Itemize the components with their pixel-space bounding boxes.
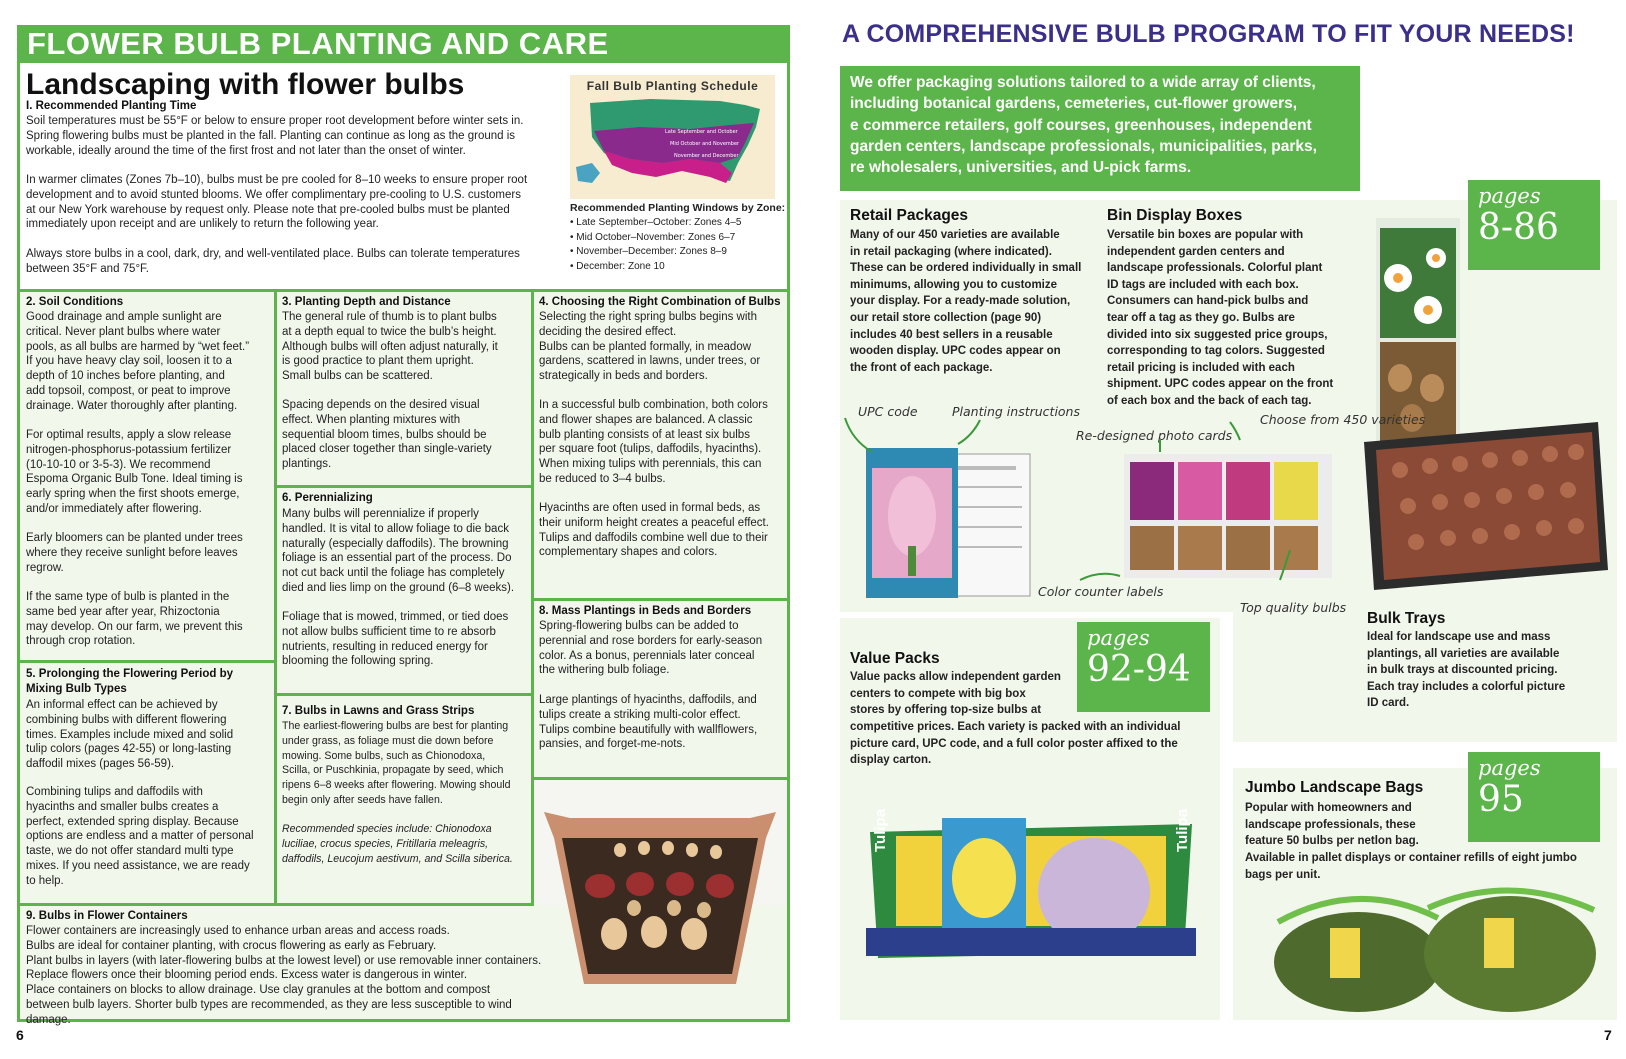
left-banner-title: FLOWER BULB PLANTING AND CARE	[17, 25, 790, 63]
section-4-para-1: Selecting the right spring bulbs begins with deciding the desired effect. Bulbs can be planted formally, in meadow gardens, scattered in lawns, under trees, or strategically in beds and borders.	[539, 311, 761, 383]
page-number-right: 7	[1604, 1027, 1612, 1043]
value-pack-carton-image	[866, 808, 1196, 960]
map-title: Fall Bulb Planting Schedule	[586, 79, 759, 93]
section-6-para-1: Many bulbs will perennialize if properly handled. It is vital to allow foliage to die back naturally (especially daffodils). The browning foliage is an essential part of the process. Do not cut back until the foliage has completely died and lies limp on the ground (6–8 weeks).	[282, 508, 515, 594]
section-5-para-2: Combining tulips and daffodils with hyacinths and smaller bulbs creates a perfect, extended spring display. Because options are endless and a matter of personal taste, we do not offer standard multi type mixes. If you need assistance, we are ready to help.	[26, 786, 254, 887]
section-8-para-2: Large plantings of hyacinths, daffodils, and tulips create a striking multi-color effect. Tulips combine beautifully with wallflowers, pansies, and forget-me-nots.	[539, 694, 758, 751]
jumbo-bags-body-2: Available in pallet displays or container refills of eight jumbo bags per unit.	[1245, 852, 1577, 881]
section-2-para-3: Early bloomers can be planted under trees where they receive sunlight before leaves regrow.	[26, 532, 243, 574]
bulk-trays-heading: Bulk Trays	[1367, 610, 1446, 627]
map-band-label-3: November and December	[674, 153, 739, 159]
page-number-left: 6	[16, 1027, 24, 1043]
map-band-label-2: Mid October and November	[670, 141, 740, 147]
us-zone-map-illustration	[570, 75, 775, 199]
map-band-label-1: Late September and October	[665, 129, 738, 135]
divider	[274, 693, 534, 696]
section-1-para-2: In warmer climates (Zones 7b–10), bulbs must be pre cooled for 8–10 weeks to ensure proper root development and to avoid stunted blooms. We offer complimentary pre-cooling to U.S. customers at our New York warehouse by request only. Please note that pre-cooled bulbs must be planted immediately upon receipt and are unlikely to return the following year.	[26, 174, 528, 231]
section-9-para-1: Flower containers are increasingly used to enhance urban areas and access roads. Bulbs are ideal for container planting, with crocus flowering as early as February. Plant bulbs in layers (with later-flowering bulbs at the lowest level) or use removable inner containers. Replace flowers once their blooming period ends. Excess water is dangerous in winter. Place containers on blocks to allow drainage. Use clay granules at the bottom and compost between bulb layers. Shorter bulb types are recommended, as they are less susceptible to wind damage.	[26, 925, 542, 1026]
section-2-heading: 2. Soil Conditions	[26, 296, 124, 308]
retail-packages-body: Many of our 450 varieties are available in retail packaging (where indicated). These can be ordered individually in small minimums, allowing you to customize your display. For a ready-made solution, our retail store collection (page 90) includes 40 best sellers in a reusable wooden display. UPC codes appear on the front of each package.	[850, 229, 1082, 374]
section-4-heading: 4. Choosing the Right Combination of Bulbs	[539, 296, 781, 308]
section-3-para-2: Spacing depends on the desired visual effect. When planting mixtures with sequential bloom times, bulbs should be placed closer together than single-variety plantings.	[282, 399, 492, 471]
intro-text: We offer packaging solutions tailored to a wide array of clients, including botanical gardens, cemeteries, cut-flower growers, e commerce retailers, golf courses, greenhouses, independent garden centers, landscape professionals, municipalities, parks, re wholesalers, universities, and U-pick farms.	[850, 74, 1317, 177]
section-6-heading: 6. Perennializing	[282, 492, 373, 504]
carton-label-left: Tulipa	[872, 808, 889, 852]
legend-item: • Mid October–November: Zones 6–7	[570, 231, 736, 243]
bulk-trays-body: Ideal for landscape use and mass plantings, all varieties are available in bulk trays at discounted pricing. Each tray includes a colorful picture ID card.	[1367, 631, 1566, 710]
divider	[531, 289, 534, 903]
legend-item: • Late September–October: Zones 4–5	[570, 217, 742, 228]
divider	[531, 777, 790, 780]
section-1-para-1: Soil temperatures must be 55°F or below to ensure proper root development before winter sets in. Spring flowering bulbs must be planted in the fall. Planting can continue as long as the ground is workable, ideally around the time of the first frost and not later than the onset of winter.	[26, 115, 524, 157]
section-3-para-1: The general rule of thumb is to plant bulbs at a depth equal to twice the bulb’s height. Although bulbs will often adjust naturally, it is good practice to plant them upright. Small bulbs can be scattered.	[282, 311, 498, 383]
value-packs-heading: Value Packs	[850, 650, 940, 667]
section-7-heading: 7. Bulbs in Lawns and Grass Strips	[282, 705, 475, 717]
intro-box	[840, 66, 1360, 191]
jumbo-bags-image	[1268, 878, 1598, 1016]
section-5-heading: 5. Prolonging the Flowering Period by Mixing Bulb Types	[26, 668, 234, 695]
value-packs-body-2: competitive prices. Each variety is packed with an individual picture card, UPC code, and a full color poster affixed to the display carton.	[850, 721, 1181, 767]
annotation-photo-cards: Re-designed photo cards	[1076, 428, 1233, 443]
divider	[17, 903, 534, 906]
divider	[17, 660, 277, 663]
jumbo-bags-heading: Jumbo Landscape Bags	[1245, 779, 1424, 796]
planting-map	[570, 75, 775, 199]
section-9-heading: 9. Bulbs in Flower Containers	[26, 910, 188, 922]
pages-range: 8-86	[1478, 207, 1559, 248]
pages-label: pages	[1087, 626, 1150, 650]
section-2-para-2: For optimal results, apply a slow release nitrogen-phosphorus-potassium fertilizer (10-10-10 or 3-5-3). We recommend Espoma Organic Bulb Tone. Ideal timing is early spring when the first shoots emerge, and/or immediately after flowering.	[26, 429, 243, 515]
landscaping-title: Landscaping with flower bulbs	[26, 68, 465, 101]
section-7-para-2: Recommended species include: Chionodoxa luciliae, crocus species, Fritillaria meleagris, daffodils, Leucojum aestivum, and Scilla siberica.	[282, 823, 513, 865]
annotation-top-quality: Top quality bulbs	[1240, 600, 1347, 615]
section-7-para-1: The earliest-flowering bulbs are best for planting under grass, as foliage must die down before mowing. Some bulbs, such as Chionodoxa, Scilla, or Puschkinia, propagate by seed, which ripens 6–8 weeks after flowering. Mowing should begin only after seeds have fallen.	[282, 720, 511, 806]
section-8-heading: 8. Mass Plantings in Beds and Borders	[539, 605, 752, 617]
section-4-para-3: Hyacinths are often used in formal beds, as their uniform height creates a peaceful effect. Tulips and daffodils combine well due to their complementary shapes and colors.	[539, 502, 769, 559]
jumbo-bags-body-1: Popular with homeowners and landscape professionals, these feature 50 bulbs per netlon bag.	[1245, 802, 1419, 848]
flower-container-cutaway-illustration	[540, 808, 780, 998]
legend-item: • November–December: Zones 8–9	[570, 246, 727, 258]
pages-range: 92-94	[1087, 649, 1191, 690]
pages-range: 95	[1478, 779, 1524, 820]
divider	[531, 598, 790, 601]
pages-tag-95	[1468, 752, 1600, 842]
pages-tag-8-86	[1468, 180, 1600, 270]
bin-display-heading: Bin Display Boxes	[1107, 207, 1243, 224]
annotation-color-labels: Color counter labels	[1038, 584, 1164, 599]
section-1-para-3: Always store bulbs in a cool, dark, dry, and well-ventilated place. Bulbs can tolerate temperatures between 35°F and 75°F.	[26, 248, 520, 275]
divider	[274, 485, 534, 488]
legend-item: • December: Zone 10	[570, 261, 665, 273]
map-legend	[570, 216, 741, 275]
annotation-choose-varieties: Choose from 450 varieties	[1260, 412, 1426, 427]
value-packs-body-1: Value packs allow independent garden centers to compete with big box stores by offering top-size bulbs at	[850, 671, 1061, 717]
section-5-para-1: An informal effect can be achieved by combining bulbs with different flowering times. Examples include mixed and solid tulip colors (pages 42-55) or long-lasting daffodil mixes (pages 56-59).	[26, 699, 234, 771]
pages-label: pages	[1478, 184, 1541, 208]
section-1-heading: I. Recommended Planting Time	[26, 100, 197, 112]
annotation-arrows	[840, 400, 1320, 620]
section-2-para-1: Good drainage and ample sunlight are critical. Never plant bulbs where water pools, as all bulbs are harmed by “wet feet.” If you have heavy clay soil, loosen it to a depth of 10 inches before planting, and add topsoil, compost, or peat to improve drainage. Water thoroughly after planting.	[26, 311, 250, 412]
section-2-para-4: If the same type of bulb is planted in the same bed year after year, Rhizoctonia may develop. On our farm, we prevent this through crop rotation.	[26, 591, 243, 648]
divider	[17, 289, 790, 292]
section-6-para-2: Foliage that is mowed, trimmed, or tied does not allow bulbs sufficient time to re absorb nutrients, resulting in reduced energy for blooming the following spring.	[282, 611, 509, 668]
divider	[274, 289, 277, 903]
section-4-para-2: In a successful bulb combination, both colors and flower shapes are balanced. A classic bulb planting consists of at least six bulbs per square foot (tulips, daffodils, hyacinths). When mixing tulips with perennials, this can be reduced to 3–4 bulbs.	[539, 399, 768, 485]
annotation-planting-instructions: Planting instructions	[952, 404, 1080, 419]
section-3-heading: 3. Planting Depth and Distance	[282, 296, 451, 308]
map-legend-title: Recommended Planting Windows by Zone:	[570, 202, 786, 214]
pages-tag-92-94	[1077, 622, 1210, 712]
section-8-para-1: Spring-flowering bulbs can be added to perennial and rose borders for early-season color. As a bonus, perennials later conceal the withering bulb foliage.	[539, 620, 763, 677]
bulk-tray-image	[1360, 420, 1610, 592]
carton-label-right: Tulipa	[1174, 808, 1191, 852]
retail-packages-heading: Retail Packages	[850, 207, 969, 224]
pages-label: pages	[1478, 756, 1541, 780]
bin-display-body: Versatile bin boxes are popular with independent garden centers and landscape professionals. Colorful plant ID tags are included with each box. Consumers can hand-pick bulbs and tear off a tag as they go. Bulbs are divided into six suggested price groups, corresponding to tag colors. Suggested retail pricing is included with each shipment. UPC codes appear on the front of each box and the back of each tag.	[1107, 229, 1334, 407]
right-page-title: A COMPREHENSIVE BULB PROGRAM TO FIT YOUR NEEDS!	[842, 20, 1575, 48]
annotation-upc-code: UPC code	[858, 404, 918, 419]
